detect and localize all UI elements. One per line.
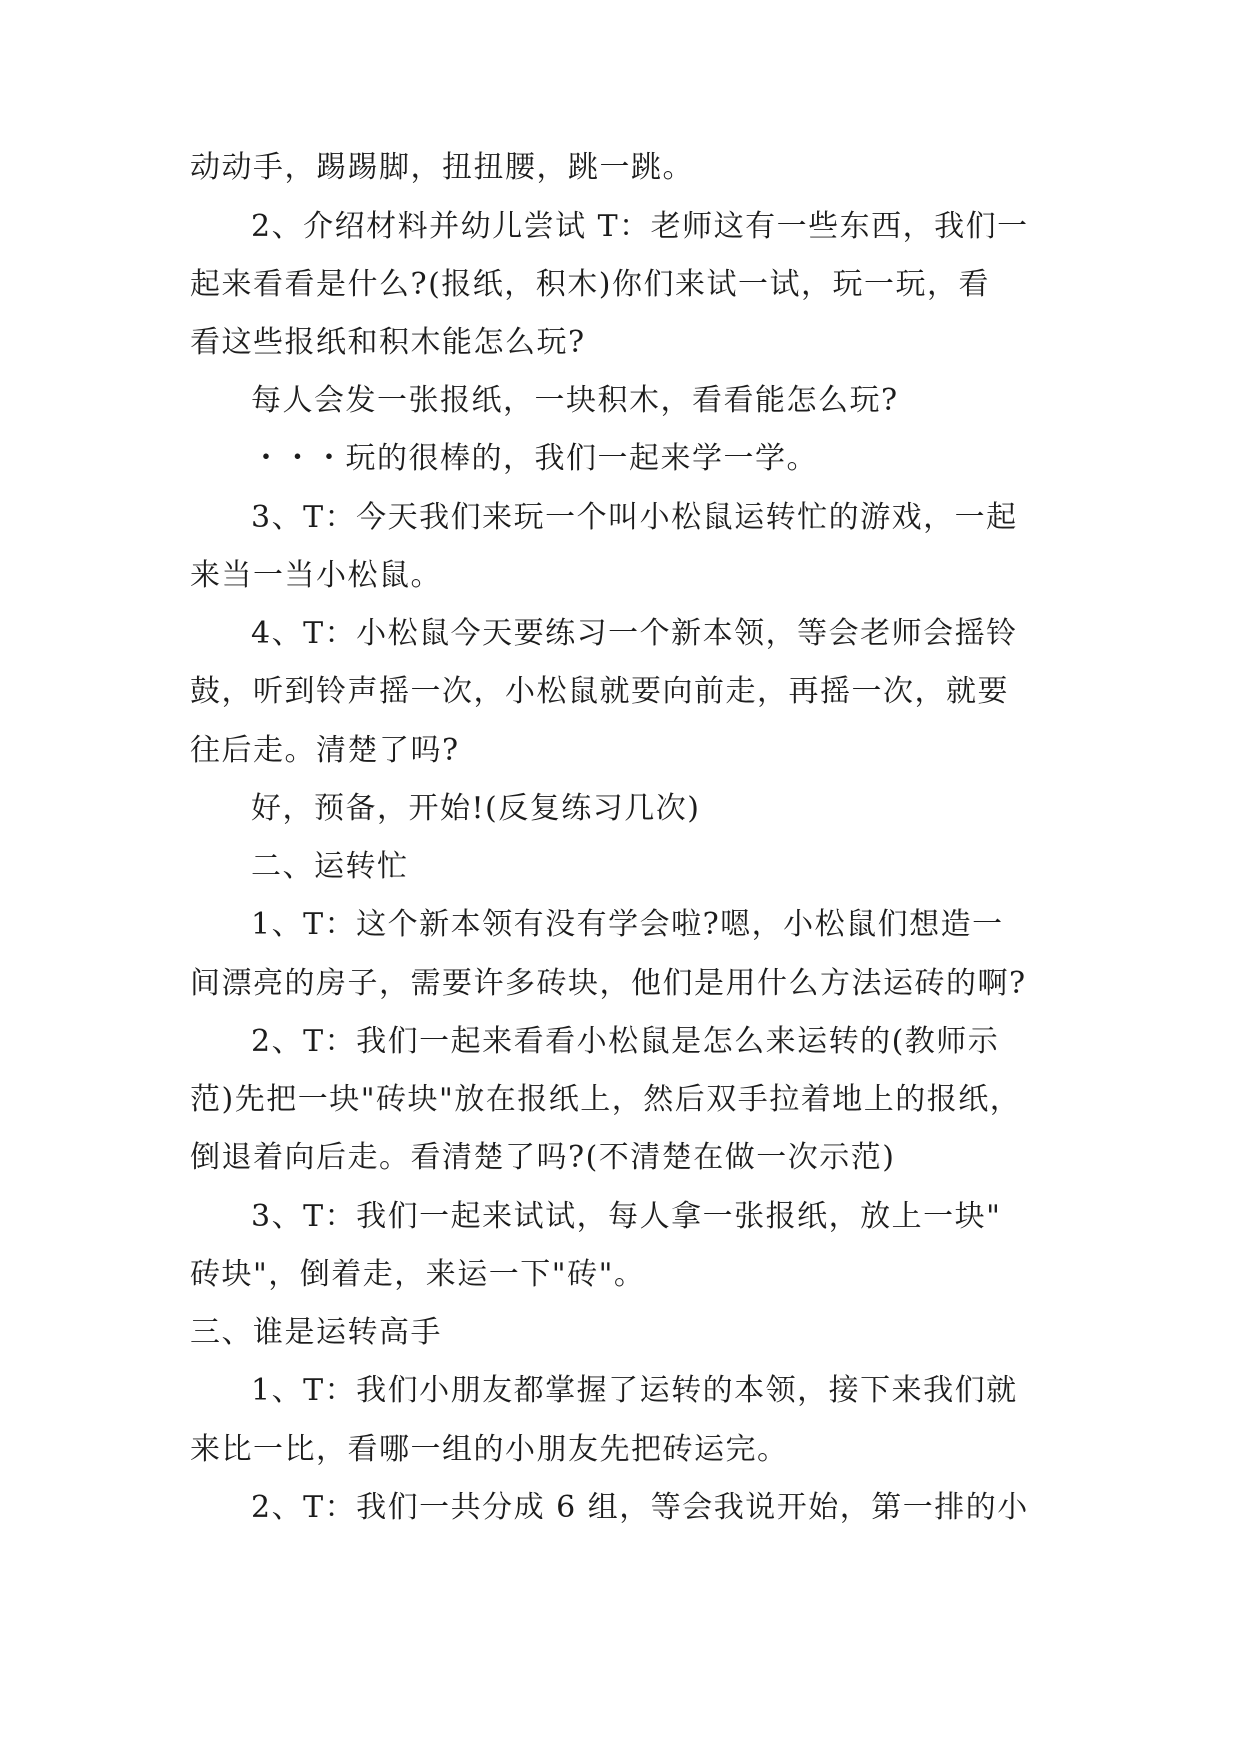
- text-line: 范)先把一块"砖块"放在报纸上，然后双手拉着地上的报纸，: [190, 1082, 1022, 1117]
- section-heading: 三、谁是运转高手: [190, 1315, 442, 1350]
- text-line: 4、T：小松鼠今天要练习一个新本领，等会老师会摇铃: [251, 616, 1018, 651]
- text-line: 动动手，踢踢脚，扭扭腰，跳一跳。: [190, 150, 694, 185]
- text-line: 2、T：我们一共分成 6 组，等会我说开始，第一排的小: [251, 1490, 1029, 1525]
- text-line: 3、T：我们一起来试试，每人拿一张报纸，放上一块": [251, 1199, 1002, 1234]
- text-line: 看这些报纸和积木能怎么玩?: [190, 325, 586, 360]
- text-line: 1、T：我们小朋友都掌握了运转的本领，接下来我们就: [251, 1373, 1018, 1408]
- text-line: 3、T：今天我们来玩一个叫小松鼠运转忙的游戏，一起: [251, 500, 1018, 535]
- text-line: 好，预备，开始!(反复练习几次): [251, 791, 701, 826]
- text-line: 砖块"，倒着走，来运一下"砖"。: [190, 1257, 646, 1292]
- text-line: 来当一当小松鼠。: [190, 558, 442, 593]
- section-heading: 二、运转忙: [251, 849, 409, 884]
- text-line: 起来看看是什么?(报纸，积木)你们来试一试，玩一玩，看: [190, 267, 990, 302]
- text-line: ・・・玩的很棒的，我们一起来学一学。: [251, 441, 818, 476]
- text-line: 间漂亮的房子，需要许多砖块，他们是用什么方法运砖的啊?: [190, 966, 1027, 1001]
- text-line: 来比一比，看哪一组的小朋友先把砖运完。: [190, 1432, 789, 1467]
- text-line: 1、T：这个新本领有没有学会啦?嗯，小松鼠们想造一: [251, 907, 1004, 942]
- text-line: 2、T：我们一起来看看小松鼠是怎么来运转的(教师示: [251, 1024, 1000, 1059]
- text-line: 倒退着向后走。看清楚了吗?(不清楚在做一次示范): [190, 1140, 896, 1175]
- text-line: 往后走。清楚了吗?: [190, 733, 460, 768]
- text-line: 鼓，听到铃声摇一次，小松鼠就要向前走，再摇一次，就要: [190, 674, 1009, 709]
- text-line: 每人会发一张报纸，一块积木，看看能怎么玩?: [251, 383, 899, 418]
- text-line: 2、介绍材料并幼儿尝试 T：老师这有一些东西，我们一: [251, 209, 1029, 244]
